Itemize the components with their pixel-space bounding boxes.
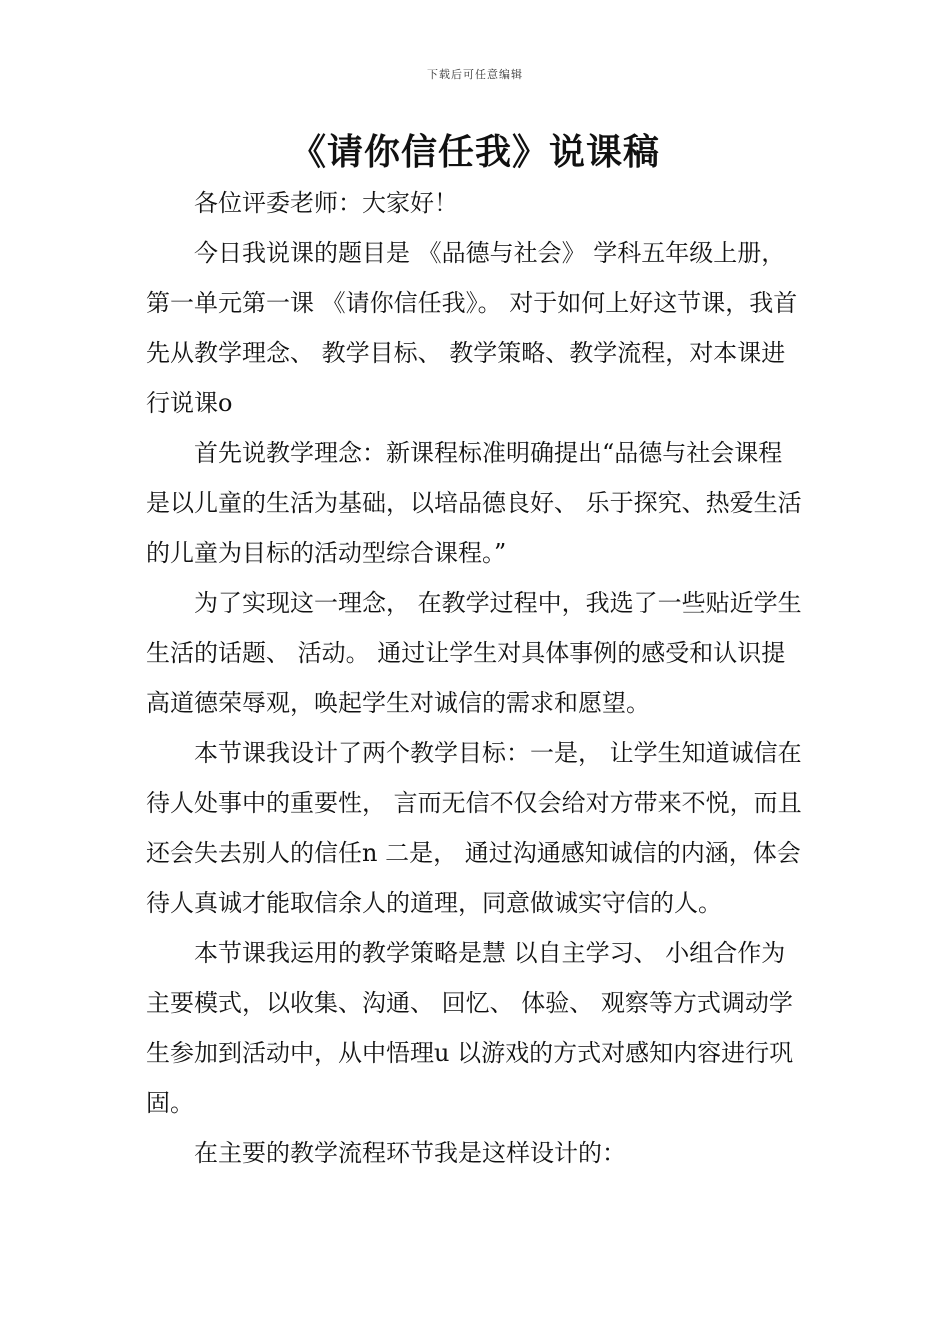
document-body: [146, 178, 806, 1178]
paragraph-greeting: 各位评委老师：大家好！: [194, 189, 458, 217]
header-note: 下载后可任意编辑: [427, 68, 523, 81]
paragraph-introduction: 今日我说课的题目是 《品德与社会》 学科五年级上册，第一单元第一课 《请你信任我》。 对于如何上好这节课，我首先从教学理念、 教学目标、 教学策略、教学流程，对本课进行说课o: [146, 239, 798, 417]
document-title: 《请你信任我》说课稿: [289, 132, 660, 173]
paragraph-teaching-philosophy: 首先说教学理念：新课程标准明确提出“品德与社会课程是以儿童的生活为基础，以培品德良好、 乐于探究、热爱生活的儿童为目标的活动型综合课程。”: [146, 439, 802, 567]
paragraph-teaching-goals: 本节课我设计了两个教学目标：一是， 让学生知道诚信在待人处事中的重要性， 言而无信不仅会给对方带来不悦，而且还会失去别人的信任n 二是， 通过沟通感知诚信的内涵，体会待人真诚才能取信余人的道理，同意做诚实守信的人。: [146, 739, 802, 917]
paragraph-implementation: 为了实现这一理念， 在教学过程中，我选了一些贴近学生生活的话题、 活动。 通过让学生对具体事例的感受和认识提高道德荣辱观，唤起学生对诚信的需求和愿望。: [146, 589, 802, 717]
paragraph-teaching-process: 在主要的教学流程环节我是这样设计的：: [194, 1139, 626, 1167]
paragraph-teaching-strategy: 本节课我运用的教学策略是慧 以自主学习、 小组合作为主要模式，以收集、沟通、 回忆、 体验、 观察等方式调动学生参加到活动中，从中悟理u 以游戏的方式对感知内容进行巩固。: [146, 939, 794, 1117]
